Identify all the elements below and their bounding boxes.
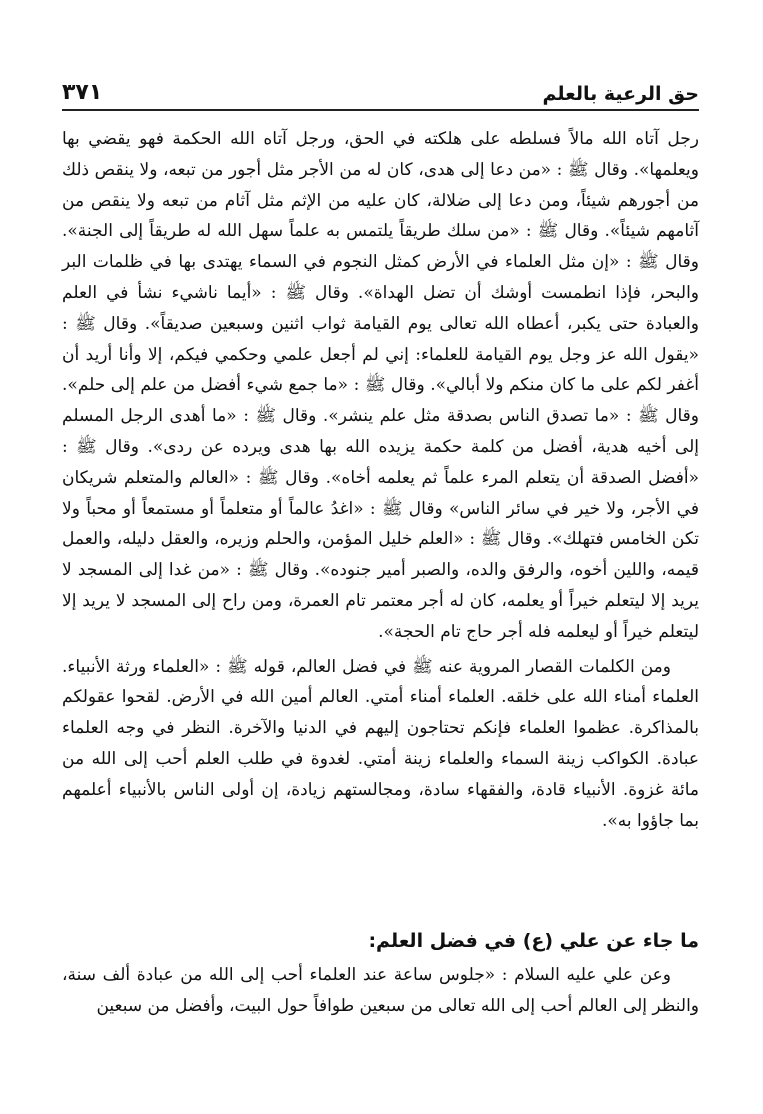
header-rule bbox=[62, 109, 699, 111]
main-text bbox=[62, 124, 699, 836]
page-number: ٣٧١ bbox=[62, 79, 103, 105]
paragraph-2: ومن الكلمات القصار المروية عنه ﷺ في فضل العالم، قوله ﷺ : «العلماء ورثة الأنبياء. العلماء أمناء الله على خلقه. العلماء أمناء أمتي. العالم أمين الله في الأرض. لقحوا عقولكم بالمذاكرة. عظموا العلماء فإنكم تحتاجون إليهم في الدنيا والآخرة. النظر في وجه العلماء عبادة. الكواكب زينة السماء والعلماء زينة أمتي. لغدوة في طلب العلم أحب إلى الله من مائة غزوة. الأنبياء قادة، والفقهاء سادة، ومجالستهم زيادة، إن أولى الناس بالأنبياء أعلمهم بما جاؤوا به». bbox=[62, 656, 699, 831]
section-title: ما جاء عن علي (ع) في فضل العلم: bbox=[368, 930, 699, 952]
running-title: حق الرعية بالعلم bbox=[542, 83, 699, 106]
paragraph-1: رجل آتاه الله مالاً فسلطه على هلكته في الحق، ورجل آتاه الله الحكمة فهو يقضي بها ويعلمها». وقال ﷺ : «من دعا إلى هدى، كان له من الأجر مثل أجور من تبعه، ولا ينقص ذلك من أجورهم شيئاً، ومن دعا إلى ضلالة، كان عليه من الإثم مثل آثام من تبعه ولا ينقص من آثامهم شيئاً». وقال ﷺ : «من سلك طريقاً يلتمس به علماً سهل الله له طريقاً إلى الجنة». وقال ﷺ : «إن مثل العلماء في الأرض كمثل النجوم في السماء يهتدى بها في ظلمات البر والبحر، فإذا انطمست أوشك أن تضل الهداة». وقال ﷺ : «أيما ناشيء نشأ في العلم والعبادة حتى يكبر، أعطاه الله تعالى يوم القيامة ثواب اثنين وسبعين صديقاً». وقال ﷺ : «يقول الله عز وجل يوم القيامة للعلماء: إني لم أجعل علمي وحكمي فيكم، إلا وأنا أريد أن أغفر لكم على ما كان منكم ولا أبالي». وقال ﷺ : «ما جمع شيء أفضل من علم إلى حلم». وقال ﷺ : «ما تصدق الناس بصدقة مثل علم ينشر». وقال ﷺ : «ما أهدى الرجل المسلم إلى أخيه هدية، أفضل من كلمة حكمة يزيده الله بها هدى ويرده عن ردى». وقال ﷺ : «أفضل الصدقة أن يتعلم المرء علماً ثم يعلمه أخاه». وقال ﷺ : «العالم والمتعلم شريكان في الأجر، ولا خير في سائر الناس» وقال ﷺ : «اغدُ عالماً أو متعلماً أو مستمعاً أو محباً ولا تكن الخامس فتهلك». وقال ﷺ : «العلم خليل المؤمن، والحلم وزيره، والعقل دليله، والعمل قيمه، واللين أخوه، والرفق والده، والصبر أمير جنوده». وقال ﷺ : «من غدا إلى المسجد لا يريد إلا ليتعلم خيراً أو يعلمه، كان له أجر معتمر تام العمرة، ومن راح إلى المسجد لا يريد إلا ليتعلم خيراً أو ليعلمه فله أجر حاج تام الحجة». bbox=[62, 129, 699, 642]
page-header bbox=[62, 70, 699, 106]
section-paragraph: وعن علي عليه السلام : «جلوس ساعة عند العلماء أحب إلى الله من عبادة ألف سنة، والنظر إلى العالم أحب إلى الله تعالى من سبعين طوافاً حول البيت، وأفضل من سبعين bbox=[62, 965, 699, 1016]
